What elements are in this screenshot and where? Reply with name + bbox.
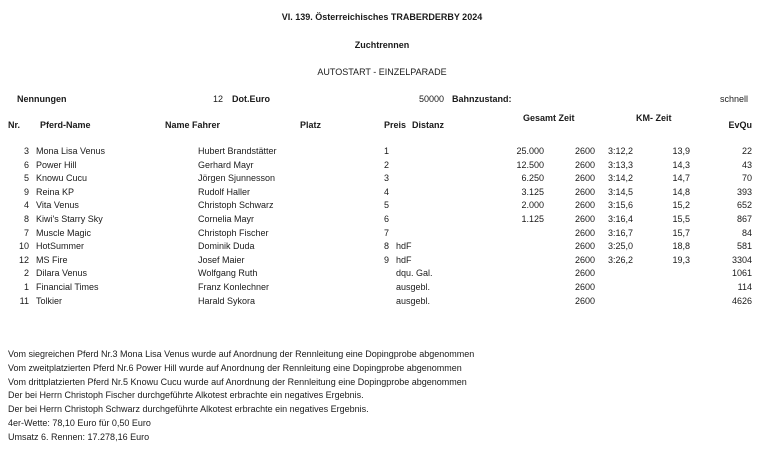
row-horse: Power Hill [36,159,77,170]
row-driver: Christoph Fischer [198,227,269,238]
table-row [0,295,764,308]
col-evqu: EvQu [728,120,752,130]
row-driver: Hubert Brandstätter [198,146,277,156]
row-distance: 2600 [574,146,595,156]
row-distance: 2600 [574,173,595,184]
row-place: 8 [384,241,390,252]
row-driver: Rudolf Haller [198,186,251,197]
table-row [0,254,764,267]
row-prize: 12.500 [516,159,544,170]
row-driver: Jörgen Sjunnesson [198,173,276,184]
table-row [0,267,764,280]
row-distance: 2600 [574,282,595,292]
row-nr: 4 [23,200,29,211]
note-line: Der bei Herrn Christoph Fischer durchgeführte Alkotest erbrachte ein negatives Ergebnis. [8,390,364,401]
row-driver: Wolfgang Ruth [198,268,258,279]
row-evqu: 22 [741,146,752,156]
row-evqu: 867 [736,214,752,224]
row-km-time: 15,5 [672,214,690,224]
row-km-time: 19,3 [672,254,690,265]
start-mode: AUTOSTART - EINZELPARADE [317,67,447,77]
row-horse: HotSummer [36,241,85,252]
row-distance: 2600 [574,295,595,306]
row-status: ausgebl. [396,282,431,292]
note-line: Vom siegreichen Pferd Nr.3 Mona Lisa Venus wurde auf Anordnung der Rennleitung eine Dopingprobe abgenommen [8,349,475,359]
row-horse: MS Fire [36,254,68,265]
row-horse: Kiwi's Starry Sky [36,214,103,224]
track-label: Bahnzustand: [452,94,512,104]
row-nr: 5 [23,173,29,184]
row-km-time: 13,9 [672,146,690,156]
row-driver: Josef Maier [198,254,245,265]
row-total-time: 3:14,2 [608,173,634,184]
row-place: 7 [384,227,390,238]
row-nr: 2 [23,268,29,279]
row-place: 2 [384,159,390,170]
col-km-time: KM- Zeit [636,113,672,123]
table-row [0,213,764,226]
row-nr: 3 [23,146,29,156]
row-distance: 2600 [574,186,595,197]
row-nr: 10 [18,241,29,252]
nennungen-value: 12 [213,94,224,104]
table-row [0,227,764,240]
col-horse: Pferd-Name [40,120,91,130]
note-line: Umsatz 6. Rennen: 17.278,16 Euro [8,431,150,442]
table-row [0,186,764,199]
row-prize: 3.125 [521,186,544,197]
row-evqu: 3304 [731,254,752,265]
row-km-time: 14,7 [672,173,690,184]
row-total-time: 3:26,2 [608,254,634,265]
row-driver: Dominik Duda [198,241,255,252]
row-evqu: 652 [736,200,752,211]
row-nr: 9 [23,186,29,197]
row-nr: 12 [18,254,29,265]
col-prize: Preis [384,120,407,130]
row-evqu: 114 [737,282,752,292]
note-line: Vom zweitplatzierten Pferd Nr.6 Power Hill wurde auf Anordnung der Rennleitung eine Dopingprobe abgenommen [8,362,462,373]
row-status: dqu. Gal. [396,268,433,279]
row-nr: 8 [23,214,29,224]
row-total-time: 3:14,5 [608,186,634,197]
row-horse: Reina KP [36,186,75,197]
row-total-time: 3:16,7 [608,227,634,238]
row-nr: 7 [23,227,29,238]
row-km-time: 14,8 [672,186,690,197]
race-title: VI. 139. Österreichisches TRABERDERBY 2024 [281,12,483,22]
row-prize: 2.000 [521,200,544,211]
col-total-time: Gesamt Zeit [523,113,575,123]
row-horse: Mona Lisa Venus [36,146,106,156]
table-row [0,281,764,294]
dotation-label: Dot.Euro [232,94,270,104]
row-evqu: 581 [736,241,752,252]
row-driver: Cornelia Mayr [198,214,255,224]
row-evqu: 393 [736,186,752,197]
table-row [0,199,764,212]
row-driver: Franz Konlechner [198,282,270,292]
table-row [0,145,764,158]
row-nr: 11 [19,295,29,306]
row-place: 4 [384,186,390,197]
race-subtitle: Zuchtrennen [354,40,410,50]
row-evqu: 84 [741,227,752,238]
col-distance: Distanz [412,120,445,130]
row-driver: Harald Sykora [198,295,256,306]
table-row [0,159,764,172]
row-nr: 6 [23,159,29,170]
row-total-time: 3:12,2 [608,146,634,156]
row-evqu: 43 [741,159,752,170]
row-place: 9 [384,254,390,265]
row-status: ausgebl. [396,295,431,306]
row-place: 1 [384,146,390,156]
col-place: Platz [300,120,322,130]
note-line: Vom drittplatzierten Pferd Nr.5 Knowu Cucu wurde auf Anordnung der Rennleitung eine Dopingprobe abgenommen [8,376,467,387]
row-evqu: 70 [741,173,752,184]
row-prize: 25.000 [516,146,544,156]
row-distance: 2600 [574,214,595,224]
row-km-time: 15,2 [672,200,690,211]
row-driver: Christoph Schwarz [198,200,274,211]
col-driver: Name Fahrer [165,120,221,130]
row-horse: Knowu Cucu [36,173,88,184]
row-total-time: 3:16,4 [608,214,634,224]
row-driver: Gerhard Mayr [198,159,254,170]
row-km-time: 14,3 [672,159,690,170]
row-total-time: 3:13,3 [608,159,634,170]
table-row [0,172,764,185]
note-line: Der bei Herrn Christoph Schwarz durchgeführte Alkotest erbrachte ein negatives Ergebnis. [8,404,369,415]
row-prize: 1.125 [521,214,544,224]
row-horse: Vita Venus [36,200,79,211]
row-distance: 2600 [574,268,595,279]
row-km-time: 18,8 [672,241,690,252]
row-horse: Tolkier [36,295,63,306]
notes [8,348,474,445]
row-horse: Dilara Venus [36,268,88,279]
row-horse: Financial Times [36,282,99,292]
row-km-time: 15,7 [672,227,690,238]
col-nr: Nr. [8,120,21,130]
row-total-time: 3:25,0 [608,241,634,252]
row-place: 5 [384,200,390,211]
row-status: hdF [396,241,412,252]
row-prize: 6.250 [521,173,544,184]
row-evqu: 1061 [731,268,752,279]
table-row [0,240,764,253]
track-value: schnell [719,94,748,104]
row-place: 3 [384,173,390,184]
row-total-time: 3:15,6 [608,200,634,211]
row-distance: 2600 [574,254,595,265]
nennungen-label: Nennungen [17,94,67,104]
row-distance: 2600 [574,200,595,211]
row-nr: 1 [23,282,29,292]
note-line: 4er-Wette: 78,10 Euro für 0,50 Euro [8,417,151,428]
row-horse: Muscle Magic [36,227,92,238]
row-distance: 2600 [574,227,595,238]
row-place: 6 [384,214,390,224]
dotation-value: 50000 [418,94,444,104]
row-status: hdF [396,254,412,265]
row-evqu: 4626 [731,295,752,306]
row-distance: 2600 [574,159,595,170]
row-distance: 2600 [574,241,595,252]
